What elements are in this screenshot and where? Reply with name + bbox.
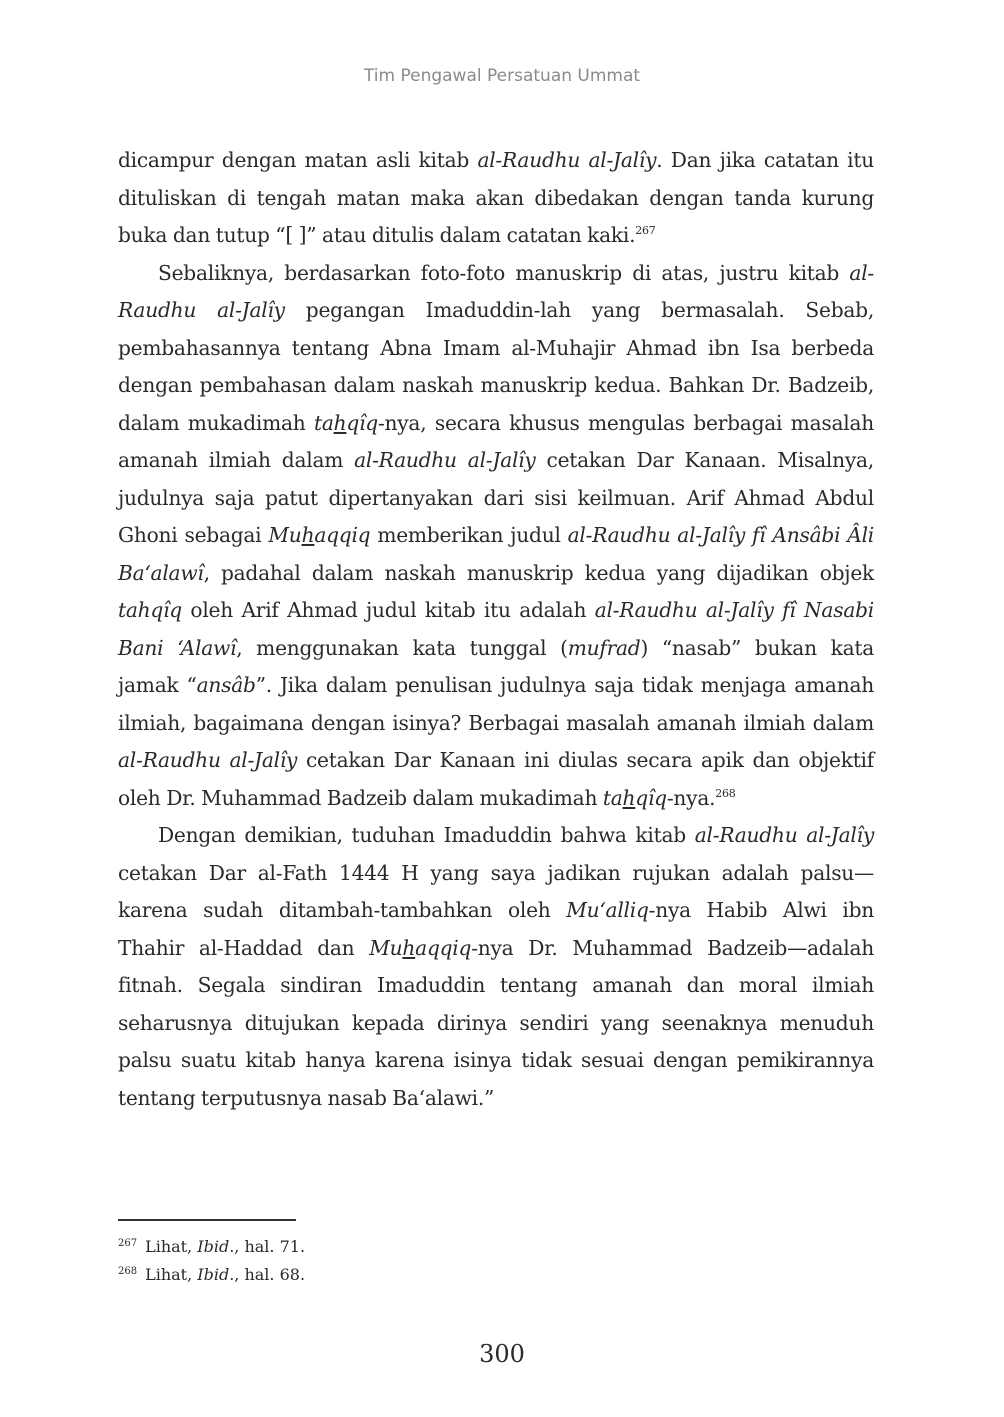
italic-underlined-text: h xyxy=(622,785,636,810)
italic-text: Mu‘alliq xyxy=(566,898,649,922)
footnote xyxy=(118,1261,874,1289)
text-run: pegangan Imaduddin-lah yang bermasalah. Sebab, pembahasannya tentang Abna Imam al-Muhajir Ahmad ibn Isa berbeda dengan pembahasan dalam naskah manuskrip kedua. Bahkan Dr. Badzeib, dalam mukadimah xyxy=(118,298,875,435)
italic-text: Ibid xyxy=(197,1237,230,1256)
italic-text: aqqiq xyxy=(415,935,472,960)
page-number: 300 xyxy=(479,1340,525,1368)
footnote-number: 267 xyxy=(118,1238,138,1249)
footnote-number: 268 xyxy=(118,1266,138,1277)
footnote xyxy=(118,1233,874,1261)
footnote-reference: 267 xyxy=(635,224,656,237)
italic-text: tahqîq xyxy=(118,598,182,622)
text-run: memberikan judul xyxy=(370,523,568,547)
italic-underlined-text: h xyxy=(301,523,315,547)
text-run: cetakan Dar al-Fath 1444 H yang saya jadikan rujukan adalah palsu—karena sudah ditambah-tambahkan oleh xyxy=(118,860,874,922)
body-text xyxy=(118,142,874,1117)
paragraph xyxy=(118,142,874,255)
italic-text: Mu xyxy=(268,523,302,547)
italic-text: al-Raudhu al-Jalîy xyxy=(118,260,874,322)
italic-text: al-Raudhu al-Jalîy fî Nasabi Bani ‘Alawî xyxy=(118,598,874,660)
footnote-reference: 268 xyxy=(715,786,736,800)
text-run: Dengan demikian, tuduhan Imaduddin bahwa kitab xyxy=(158,823,695,847)
italic-underlined-text: h xyxy=(333,410,347,435)
footnotes xyxy=(118,1233,874,1289)
text-run: -nya, secara khusus mengulas berbagai masalah amanah ilmiah dalam xyxy=(118,410,874,472)
text-run: cetakan Dar Kanaan. Misalnya, judulnya saja patut dipertanyakan dari sisi keilmuan. Arif Ahmad Abdul Ghoni sebagai xyxy=(118,448,874,547)
paragraph xyxy=(118,255,874,818)
running-header: Tim Pengawal Persatuan Ummat xyxy=(363,66,641,86)
text-run: . Dan jika catatan itu dituliskan di tengah matan maka akan dibedakan dengan tanda kurung buka dan tutup “[ ]” atau ditulis dalam catatan kaki. xyxy=(118,148,874,247)
text-run: , padahal dalam naskah manuskrip kedua yang dijadikan objek xyxy=(203,560,874,585)
text-run: -nya Dr. Muhammad Badzeib—adalah fitnah. Segala sindiran Imaduddin tentang amanah dan moral ilmiah seharusnya ditujukan kepada dirinya sendiri yang seenaknya menuduh palsu suatu kitab hanya karena isinya tidak sesuai dengan pemikirannya tentang terputusnya nasab Ba‘alawi.” xyxy=(118,935,874,1110)
italic-text: Ibid xyxy=(197,1265,230,1284)
italic-text: mufrad xyxy=(567,635,641,660)
italic-text: qîq xyxy=(346,410,378,435)
italic-text: ta xyxy=(313,410,334,435)
text-run: ., hal. 71. xyxy=(229,1237,306,1256)
text-run: oleh Arif Ahmad judul kitab itu adalah xyxy=(181,598,595,622)
italic-text: ansâb xyxy=(196,673,256,697)
text-run: ., hal. 68. xyxy=(229,1265,306,1284)
italic-text: al-Raudhu al-Jalîy xyxy=(477,148,657,172)
text-run: ) “nasab” bukan kata jamak “ xyxy=(118,635,875,697)
italic-text: ta xyxy=(602,785,623,810)
paragraph xyxy=(118,817,874,1117)
italic-text: al-Raudhu al-Jalîy xyxy=(694,823,874,847)
footnote-divider xyxy=(118,1219,296,1221)
text-run: cetakan Dar Kanaan ini diulas secara apik dan objektif oleh Dr. Muhammad Badzeib dalam mukadimah xyxy=(118,748,874,810)
italic-text: al-Raudhu al-Jalîy fî Ansâbi Âli Ba‘alawî xyxy=(118,523,874,585)
text-run: Lihat, xyxy=(145,1237,198,1256)
text-run: dicampur dengan matan asli kitab xyxy=(118,148,478,172)
italic-text: qîq xyxy=(635,785,667,810)
text-run: Lihat, xyxy=(145,1265,198,1284)
text-run: ”. Jika dalam penulisan judulnya saja tidak menjaga amanah ilmiah, bagaimana dengan isinya? Berbagai masalah amanah ilmiah dalam xyxy=(118,673,874,735)
italic-text: al-Raudhu al-Jalîy xyxy=(118,748,298,772)
text-run: -nya. xyxy=(666,785,716,810)
text-run: Sebaliknya, berdasarkan foto-foto manuskrip di atas, justru kitab xyxy=(158,260,850,285)
italic-text: aqqiq xyxy=(314,523,371,547)
text-run: , menggunakan kata tunggal ( xyxy=(236,635,568,660)
italic-text: al-Raudhu al-Jalîy xyxy=(354,448,536,472)
italic-text: Mu xyxy=(369,935,403,960)
text-run: -nya Habib Alwi ibn Thahir al-Haddad dan xyxy=(118,898,874,960)
italic-underlined-text: h xyxy=(402,935,416,960)
